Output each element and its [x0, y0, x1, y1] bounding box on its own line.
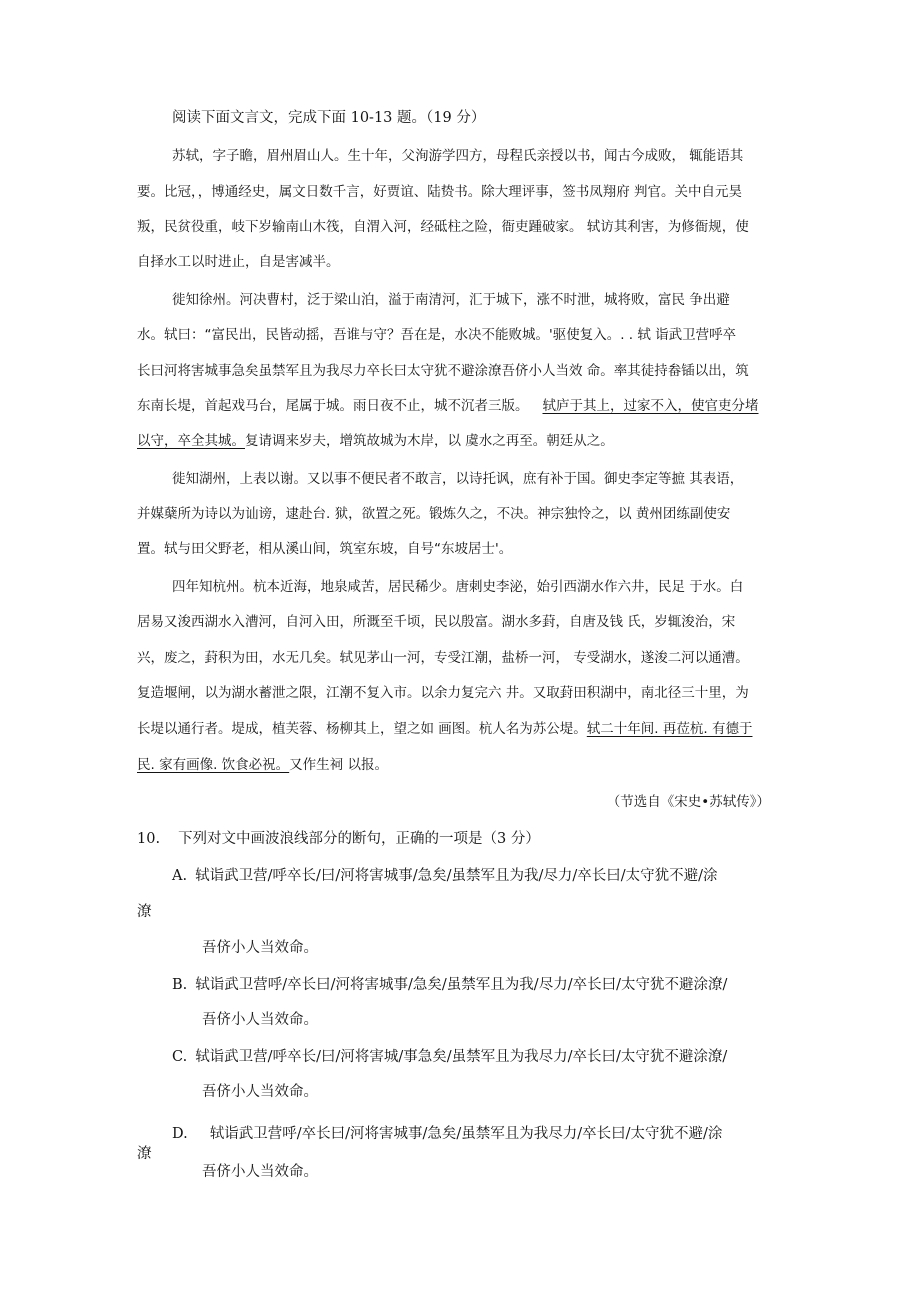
passage-line: 水。轼曰：“富民出，民皆动摇，吾谁与守？吾在是，水决不能败城。'驱使复入。. . 轼 诣武卫营呼卒 [137, 327, 737, 343]
underlined-sentence-1-end: 以守，卒全其城。 [137, 433, 245, 449]
passage-line: 要。比冠，，博通经史，属文日数千言，好贾谊、陆贽书。除大理评事，签书凤翔府 判官。关中自元昊 [137, 184, 743, 200]
passage-line: 居易又浚西湖水入漕河，自河入田，所溉至千顷，民以殷富。湖水多葑，自唐及钱 氏，岁辄浚治，宋 [137, 614, 736, 630]
option-label: A. [172, 868, 188, 884]
instruction: 阅读下面文言文，完成下面 10-13 题。（19 分） [172, 110, 486, 126]
passage-text: 复请调来岁夫，增筑故城为木岸，以 虞水之再至。朝廷从之。 [245, 433, 614, 449]
option-text-cont: 吾侪小人当效命。 [202, 1012, 318, 1028]
underlined-sentence-2: 轼二十年间. 再莅杭. 有德于 [586, 721, 753, 737]
option-text: 轼诣武卫营/呼卒长/曰/河将害城/事急矣/虽禁军且为我尽力/卒长曰/太守犹不避涂潦/ [195, 1049, 728, 1065]
option-a[interactable] [172, 866, 718, 886]
option-c[interactable] [172, 1047, 727, 1067]
option-text-cont: 吾侪小人当效命。 [202, 1164, 318, 1180]
passage-text: 长堤以通行者。堤成，植芙蓉、杨柳其上，望之如 画图。杭人名为苏公堤。 [137, 721, 587, 737]
passage-line: 叛，民贫役重，岐下岁输南山木筏，自渭入河，经砥柱之险，衙吏踵破家。 轼访其利害，为修衙规，使 [137, 219, 749, 235]
option-label: B. [172, 977, 188, 993]
passage-line: 兴，废之，葑积为田，水无几矣。轼见茅山一河，专受江潮，盐桥一河， 专受湖水，遂浚二河以通漕。 [137, 650, 749, 666]
passage-line: 并媒蘖所为诗以为讪谤，逮赴台. 狱，欲置之死。锻炼久之，不决。神宗独怜之，以 黄州团练副使安 [137, 506, 731, 522]
passage-line: 置。轼与田父野老，相从溪山间，筑室东坡，自号“东坡居士'。 [137, 541, 513, 557]
question-stem [137, 829, 540, 849]
option-text-cont: 吾侪小人当效命。 [202, 940, 318, 956]
option-label: C. [172, 1049, 188, 1065]
passage-line: 长曰河将害城事急矣虽禁军且为我尽力卒长曰太守犹不避涂潦吾侪小人当效 命。率其徒持畚锸以出，筑 [137, 363, 749, 379]
option-d[interactable] [172, 1124, 722, 1144]
source-citation: （节选自《宋史•苏轼传》） [606, 794, 770, 810]
option-label: D. [172, 1126, 188, 1142]
question-text: 下列对文中画波浪线部分的断句，正确的一项是（3 分） [178, 831, 540, 847]
option-text-wrap: 潦 [137, 1146, 152, 1162]
passage-line: 徙知湖州，上表以谢。又以事不便民者不敢言，以诗托讽，庶有补于国。御史李定等摭 其表语， [172, 471, 744, 487]
passage-line [137, 719, 752, 739]
passage-text: 又作生祠 以报。 [289, 757, 388, 773]
option-text: 轼诣武卫营/呼卒长/曰/河将害城事/急矣/虽禁军且为我/尽力/卒长曰/太守犹不避/涂 [195, 868, 718, 884]
option-text-cont: 吾侪小人当效命。 [202, 1084, 318, 1100]
passage-line: 四年知杭州。杭本近海，地泉咸苦，居民稀少。唐刺史李泌，始引西湖水作六井，民足 于水。白 [172, 579, 744, 595]
passage-text: 东南长堤，首起戏马台，尾属于城。雨日夜不止，城不沉者三版。 [137, 398, 529, 414]
question-number: 10. [137, 831, 161, 847]
passage-line [137, 396, 759, 416]
passage-line: 自择水工以时进止，自是害减半。 [137, 254, 340, 270]
underlined-sentence-2-end: 民. 家有画像. 饮食必祝。 [137, 757, 290, 773]
option-text-wrap: 潦 [137, 904, 152, 920]
underlined-sentence-1: 轼庐于其上，过家不入，使官吏分堵 [542, 398, 759, 414]
passage-line [137, 755, 388, 775]
passage-line: 徙知徐州。河决曹村，泛于梁山泊，溢于南清河，汇于城下，涨不时泄，城将败，富民 争出避 [172, 292, 730, 308]
passage-line: 苏轼，字子瞻，眉州眉山人。生十年，父洵游学四方，母程氏亲授以书，闻古今成败， 辄能语其 [172, 148, 744, 164]
passage-line: 复造堰闸，以为湖水蓄泄之限，江潮不复入市。以余力复完六 井。又取葑田积湖中，南北径三十里，为 [137, 685, 749, 701]
option-text: 轼诣武卫营呼/卒长曰/河将害城事/急矣/虽禁军且为我尽力/卒长曰/太守犹不避/涂 [209, 1126, 723, 1142]
passage-line [137, 431, 614, 451]
option-text: 轼诣武卫营呼/卒长曰/河将害城事/急矣/虽禁军且为我/尽力/卒长曰/太守犹不避涂潦/ [195, 977, 728, 993]
option-b[interactable] [172, 975, 727, 995]
